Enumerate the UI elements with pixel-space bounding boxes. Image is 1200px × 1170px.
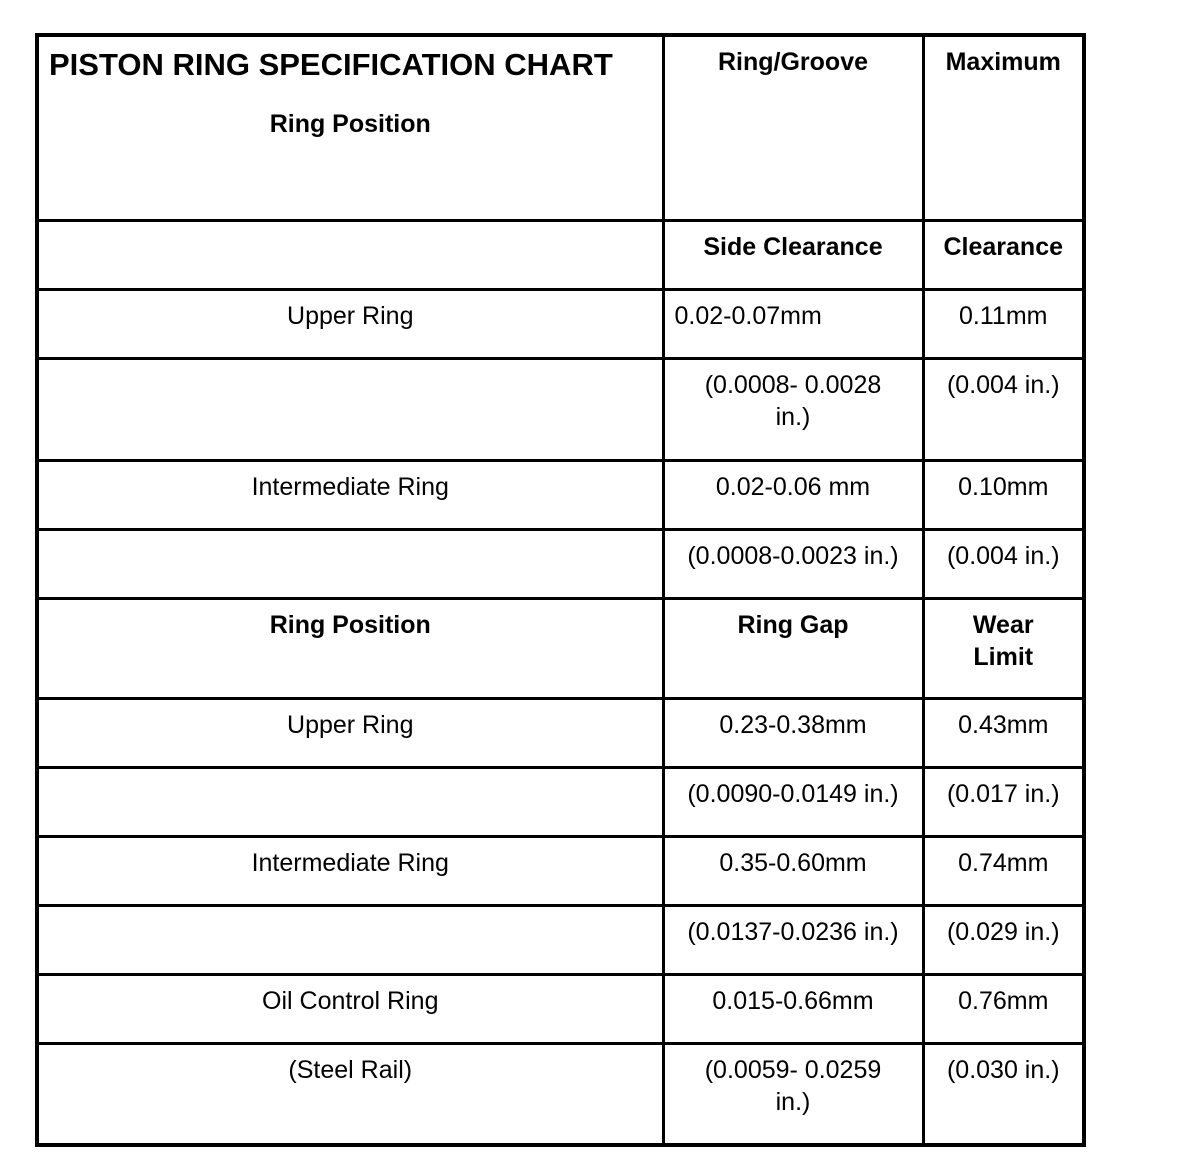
wear-limit-cell — [923, 1043, 1084, 1145]
maximum-header-cell — [923, 35, 1084, 220]
empty-header-cell — [37, 220, 663, 289]
side-clearance-header: Side Clearance — [703, 232, 883, 261]
ring-position-cell — [37, 460, 663, 529]
side-clearance-text: (0.0008-0.0023 in.) — [687, 541, 899, 570]
side-clearance-text: (0.0008- 0.0028 in.) — [704, 370, 882, 431]
header-row-1b — [37, 220, 1084, 289]
wear-limit-cell — [923, 905, 1084, 974]
side-clearance-cell — [663, 289, 923, 358]
ring-position-text: Intermediate Ring — [251, 848, 449, 877]
ring-position-cell — [37, 1043, 663, 1145]
max-clearance-text: (0.004 in.) — [946, 370, 1060, 399]
ring-groove-header-cell — [663, 35, 923, 220]
wear-limit-text: 0.74mm — [958, 848, 1049, 877]
ring-position-header-2-cell — [37, 598, 663, 698]
maximum-header: Maximum — [945, 48, 1061, 76]
ring-gap-cell — [663, 836, 923, 905]
ring-position-cell — [37, 289, 663, 358]
table-row — [37, 1043, 1084, 1145]
side-clearance-text: 0.02-0.06 mm — [715, 472, 871, 501]
chart-title: PISTON RING SPECIFICATION CHART — [49, 47, 613, 82]
wear-limit-header: Wear Limit — [972, 610, 1034, 671]
table-row — [37, 974, 1084, 1043]
ring-position-cell — [37, 905, 663, 974]
max-clearance-cell — [923, 529, 1084, 598]
ring-gap-text: 0.23-0.38mm — [719, 710, 867, 739]
max-clearance-cell — [923, 460, 1084, 529]
ring-position-text — [39, 907, 662, 916]
ring-position-text — [39, 769, 662, 778]
header-row-1 — [37, 35, 1084, 220]
wear-limit-cell — [923, 698, 1084, 767]
ring-position-cell — [37, 698, 663, 767]
max-clearance-text: (0.004 in.) — [946, 541, 1060, 570]
side-clearance-cell — [663, 358, 923, 460]
ring-gap-text: (0.0137-0.0236 in.) — [687, 917, 899, 946]
ring-position-cell — [37, 836, 663, 905]
ring-gap-cell — [663, 905, 923, 974]
max-clearance-text: 0.11mm — [959, 301, 1048, 330]
wear-limit-header-cell — [923, 598, 1084, 698]
max-clearance-text: 0.10mm — [958, 472, 1049, 501]
ring-position-cell — [37, 529, 663, 598]
max-clearance-cell — [923, 289, 1084, 358]
ring-gap-header: Ring Gap — [737, 610, 849, 639]
wear-limit-text: 0.43mm — [958, 710, 1049, 739]
ring-position-text — [39, 531, 662, 540]
wear-limit-cell — [923, 974, 1084, 1043]
table-row — [37, 529, 1084, 598]
clearance-header: Clearance — [943, 232, 1064, 261]
ring-position-text: Upper Ring — [287, 301, 414, 330]
ring-position-header-2: Ring Position — [269, 610, 431, 639]
ring-gap-text: (0.0059- 0.0259 in.) — [704, 1055, 882, 1116]
ring-position-text: Oil Control Ring — [262, 986, 439, 1015]
header-row-2 — [37, 598, 1084, 698]
ring-gap-header-cell — [663, 598, 923, 698]
side-clearance-cell — [663, 460, 923, 529]
ring-gap-cell — [663, 767, 923, 836]
ring-gap-text: 0.35-0.60mm — [719, 848, 867, 877]
side-clearance-text: 0.02-0.07mm — [674, 301, 822, 330]
ring-position-text: Upper Ring — [287, 710, 414, 739]
side-clearance-header-cell — [663, 220, 923, 289]
ring-groove-header: Ring/Groove — [717, 48, 868, 76]
wear-limit-text: (0.029 in.) — [946, 917, 1060, 946]
table-row — [37, 698, 1084, 767]
ring-gap-text: 0.015-0.66mm — [712, 986, 874, 1015]
max-clearance-cell — [923, 358, 1084, 460]
ring-position-cell — [37, 767, 663, 836]
ring-position-text: (Steel Rail) — [288, 1055, 413, 1084]
ring-position-text: Intermediate Ring — [251, 472, 449, 501]
wear-limit-cell — [923, 836, 1084, 905]
table-row — [37, 289, 1084, 358]
wear-limit-text: (0.030 in.) — [946, 1055, 1060, 1084]
table-row — [37, 905, 1084, 974]
clearance-header-cell — [923, 220, 1084, 289]
side-clearance-cell — [663, 529, 923, 598]
ring-gap-cell — [663, 1043, 923, 1145]
table-row — [37, 836, 1084, 905]
ring-gap-cell — [663, 698, 923, 767]
ring-gap-text: (0.0090-0.0149 in.) — [687, 779, 899, 808]
ring-position-cell — [37, 358, 663, 460]
ring-position-cell — [37, 974, 663, 1043]
wear-limit-text: 0.76mm — [958, 986, 1049, 1015]
table-row — [37, 767, 1084, 836]
ring-gap-cell — [663, 974, 923, 1043]
table-row — [37, 358, 1084, 460]
piston-ring-spec-table — [35, 33, 1086, 1147]
ring-position-text — [39, 360, 662, 369]
wear-limit-cell — [923, 767, 1084, 836]
ring-position-header: Ring Position — [269, 110, 431, 138]
wear-limit-text: (0.017 in.) — [946, 779, 1060, 808]
table-row — [37, 460, 1084, 529]
title-cell — [37, 35, 663, 220]
